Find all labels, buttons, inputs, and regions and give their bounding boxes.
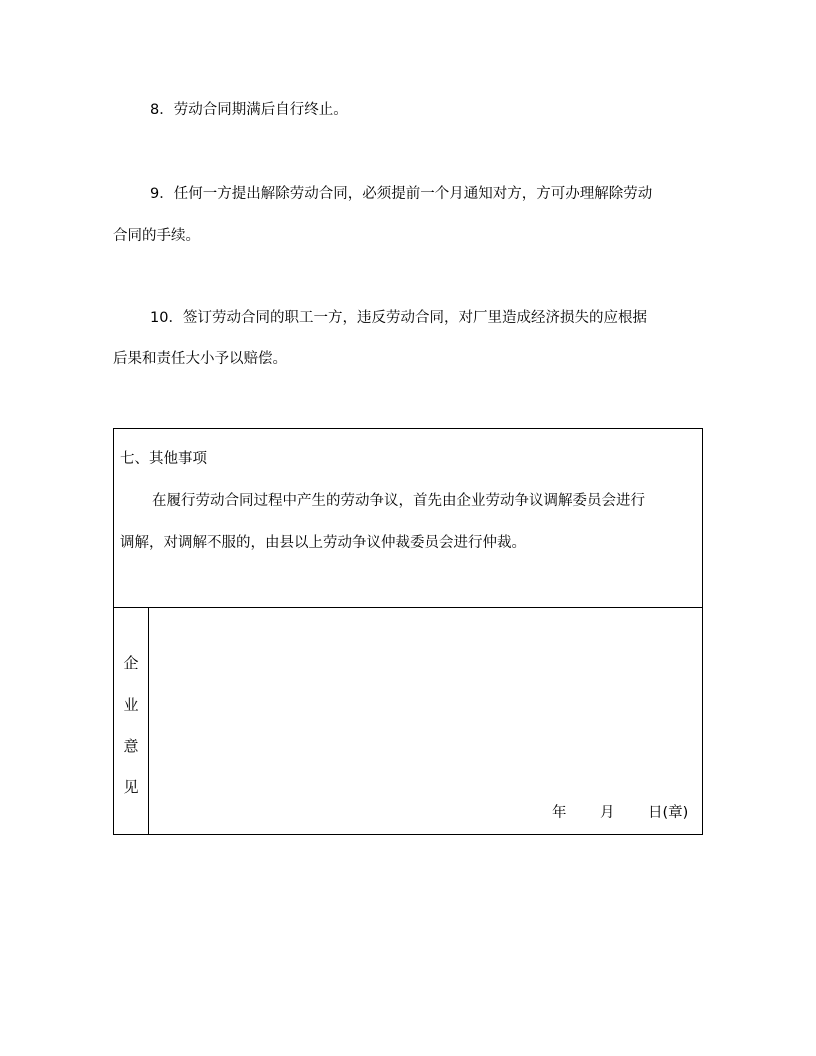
enterprise-opinion-content-cell[interactable] <box>149 608 702 834</box>
date-month-label: 月 <box>600 805 615 821</box>
form-table <box>113 428 703 835</box>
section-7-heading: 七、其他事项 <box>120 451 207 467</box>
item-10-line-1: 10．签订劳动合同的职工一方，违反劳动合同，对厂里造成经济损失的应根据 <box>150 310 647 326</box>
enterprise-opinion-label-cell <box>114 608 149 834</box>
section-7-body-line-1: 在履行劳动合同过程中产生的劳动争议，首先由企业劳动争议调解委员会进行 <box>152 493 645 509</box>
opinion-label-char-2: 业 <box>123 696 139 714</box>
opinion-label-char-4: 见 <box>123 778 139 796</box>
item-9-line-2: 合同的手续。 <box>113 228 200 244</box>
item-8: 8．劳动合同期满后自行终止。 <box>150 102 348 118</box>
other-matters-cell <box>114 429 702 608</box>
opinion-label-char-3: 意 <box>123 737 139 755</box>
item-10-line-2: 后果和责任大小予以赔偿。 <box>113 351 287 367</box>
date-day-seal-label: 日(章) <box>648 805 689 821</box>
date-year-label: 年 <box>552 805 567 821</box>
section-7-body-line-2: 调解，对调解不服的，由县以上劳动争议仲裁委员会进行仲裁。 <box>120 535 526 551</box>
item-9-line-1: 9．任何一方提出解除劳动合同，必须提前一个月通知对方，方可办理解除劳动 <box>150 186 653 202</box>
opinion-label-char-1: 企 <box>123 654 139 672</box>
